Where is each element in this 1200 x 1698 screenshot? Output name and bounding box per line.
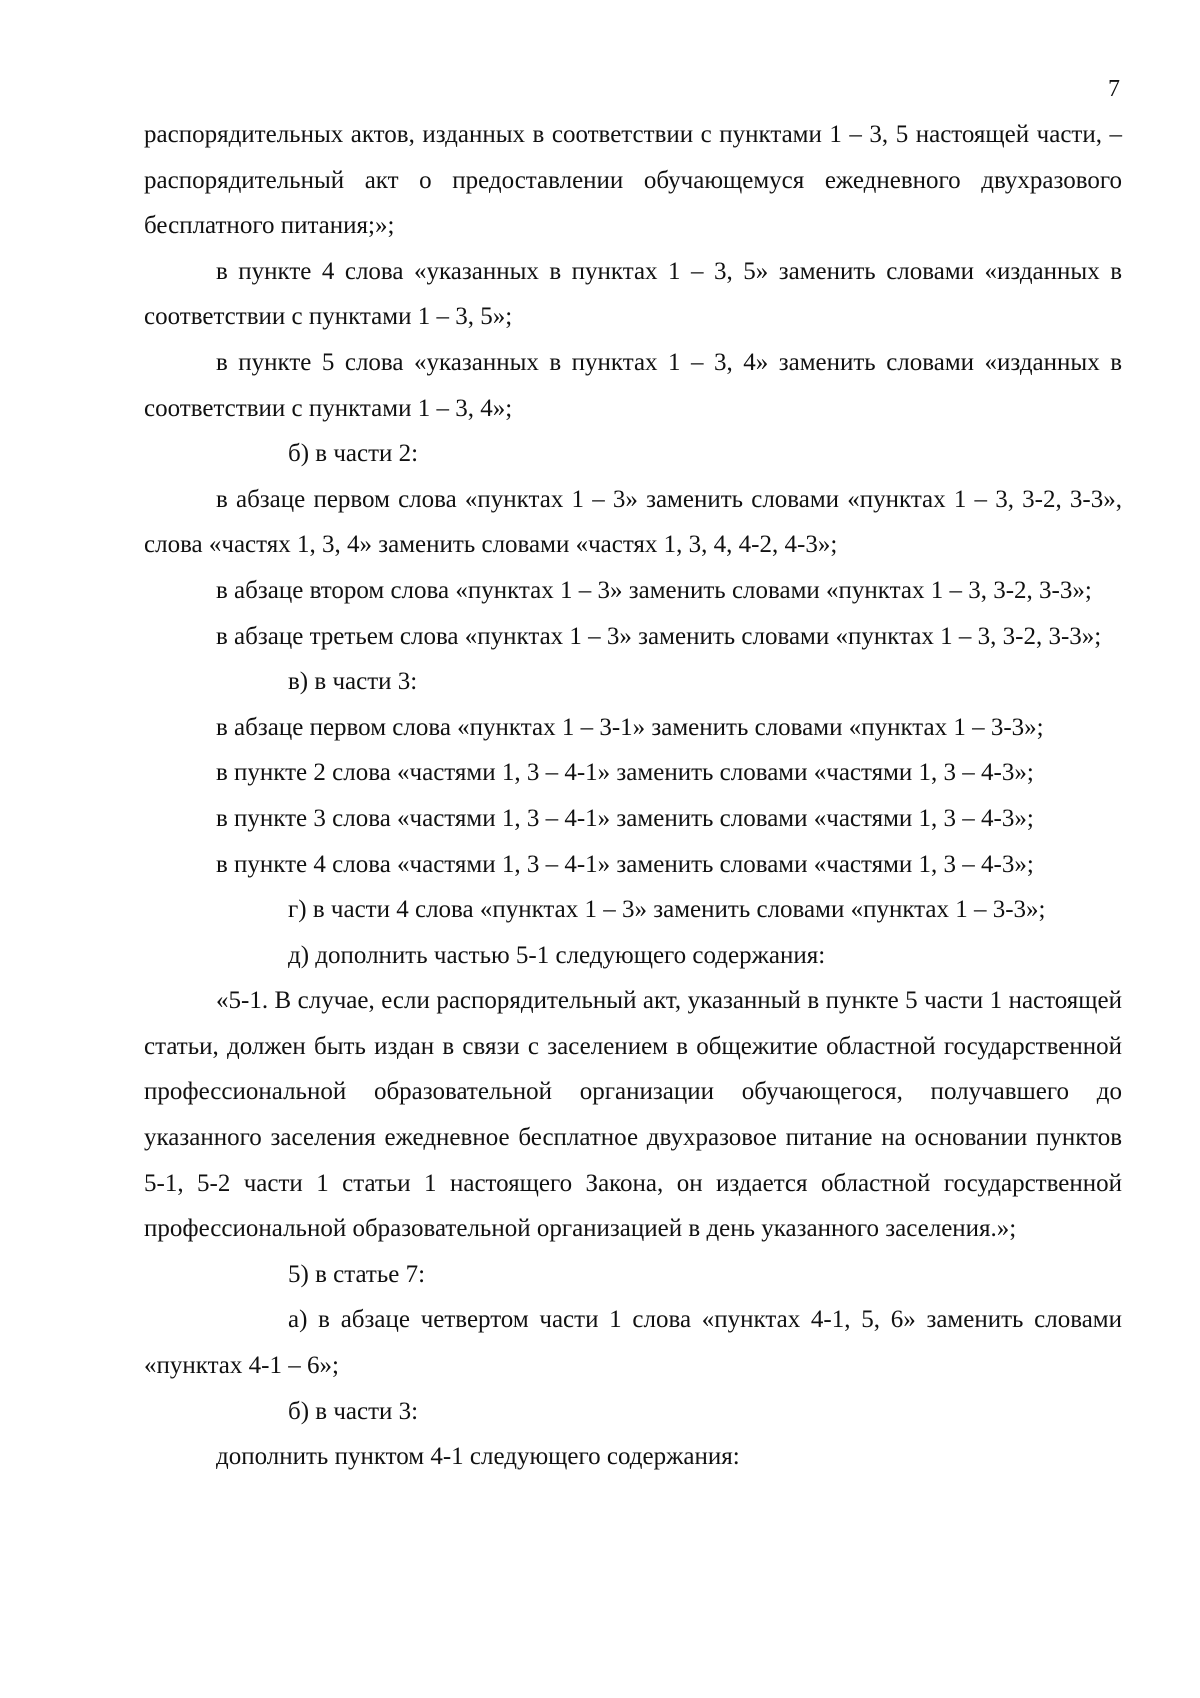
paragraph-text: в части 4 слова «пунктах 1 – 3» заменить словами «пунктах 1 – 3-3»; (312, 896, 1046, 924)
paragraph-7: в абзаце третьем слова «пунктах 1 – 3» заменить словами «пунктах 1 – 3, 3-2, 3-3»; (216, 622, 1102, 650)
list-marker: 5) (288, 1260, 309, 1288)
document-body (144, 112, 1122, 1480)
list-marker: б) (288, 440, 310, 468)
list-marker: а) (288, 1306, 308, 1334)
paragraph-8 (144, 659, 1122, 705)
paragraph-11: в пункте 3 слова «частями 1, 3 – 4-1» заменить словами «частями 1, 3 – 4-3»; (216, 804, 1034, 832)
paragraph-text: в части 2: (315, 440, 419, 468)
paragraph-13 (144, 887, 1122, 933)
list-marker: д) (288, 941, 310, 969)
paragraph-15: «5-1. В случае, если распорядительный акт, указанный в пункте 5 части 1 настоящей статьи, должен быть издан в связи с заселением в общежитие областной государственной профессиональной образовательной организации обучающегося, получавшего до указанного заселения ежедневное бесплатное двухразовое питание на основании пунктов 5-1, 5-2 части 1 статьи 1 настоящего Закона, он издается областной государственной профессиональной образовательной организацией в день указанного заселения.»; (144, 987, 1122, 1243)
paragraph-text: в статье 7: (315, 1260, 426, 1288)
paragraph-1: распорядительных актов, изданных в соответствии с пунктами 1 – 3, 5 настоящей части, – распорядительный акт о предоставлении обучающемуся ежедневного двухразового бесплатного питания;»; (144, 121, 1122, 240)
page-number: 7 (1108, 76, 1120, 102)
paragraph-text: в абзаце четвертом части 1 слова «пунктах 4-1, 5, 6» заменить словами «пунктах 4-1 – 6»; (144, 1306, 1122, 1380)
paragraph-3: в пункте 5 слова «указанных в пунктах 1 – 3, 4» заменить словами «изданных в соответствии с пунктами 1 – 3, 4»; (144, 348, 1122, 422)
paragraph-2: в пункте 4 слова «указанных в пунктах 1 – 3, 5» заменить словами «изданных в соответствии с пунктами 1 – 3, 5»; (144, 257, 1122, 331)
paragraph-6: в абзаце втором слова «пунктах 1 – 3» заменить словами «пунктах 1 – 3, 3-2, 3-3»; (216, 576, 1092, 604)
paragraph-12: в пункте 4 слова «частями 1, 3 – 4-1» заменить словами «частями 1, 3 – 4-3»; (216, 850, 1034, 878)
paragraph-text: в части 3: (315, 1397, 419, 1425)
paragraph-4 (144, 431, 1122, 477)
paragraph-5: в абзаце первом слова «пунктах 1 – 3» заменить словами «пунктах 1 – 3, 3-2, 3-3», слова «частях 1, 3, 4» заменить словами «частях 1, 3, 4, 4-2, 4-3»; (144, 485, 1122, 559)
paragraph-16 (144, 1252, 1122, 1298)
paragraph-text: в части 3: (314, 668, 418, 696)
paragraph-10: в пункте 2 слова «частями 1, 3 – 4-1» заменить словами «частями 1, 3 – 4-3»; (216, 759, 1034, 787)
paragraph-17 (144, 1297, 1122, 1388)
paragraph-text: дополнить частью 5-1 следующего содержания: (315, 941, 826, 969)
list-marker: б) (288, 1397, 310, 1425)
paragraph-9: в абзаце первом слова «пунктах 1 – 3-1» заменить словами «пунктах 1 – 3-3»; (216, 713, 1044, 741)
paragraph-19: дополнить пунктом 4-1 следующего содержания: (216, 1443, 740, 1471)
paragraph-18 (144, 1389, 1122, 1435)
paragraph-14 (144, 933, 1122, 979)
list-marker: г) (288, 896, 307, 924)
list-marker: в) (288, 668, 309, 696)
